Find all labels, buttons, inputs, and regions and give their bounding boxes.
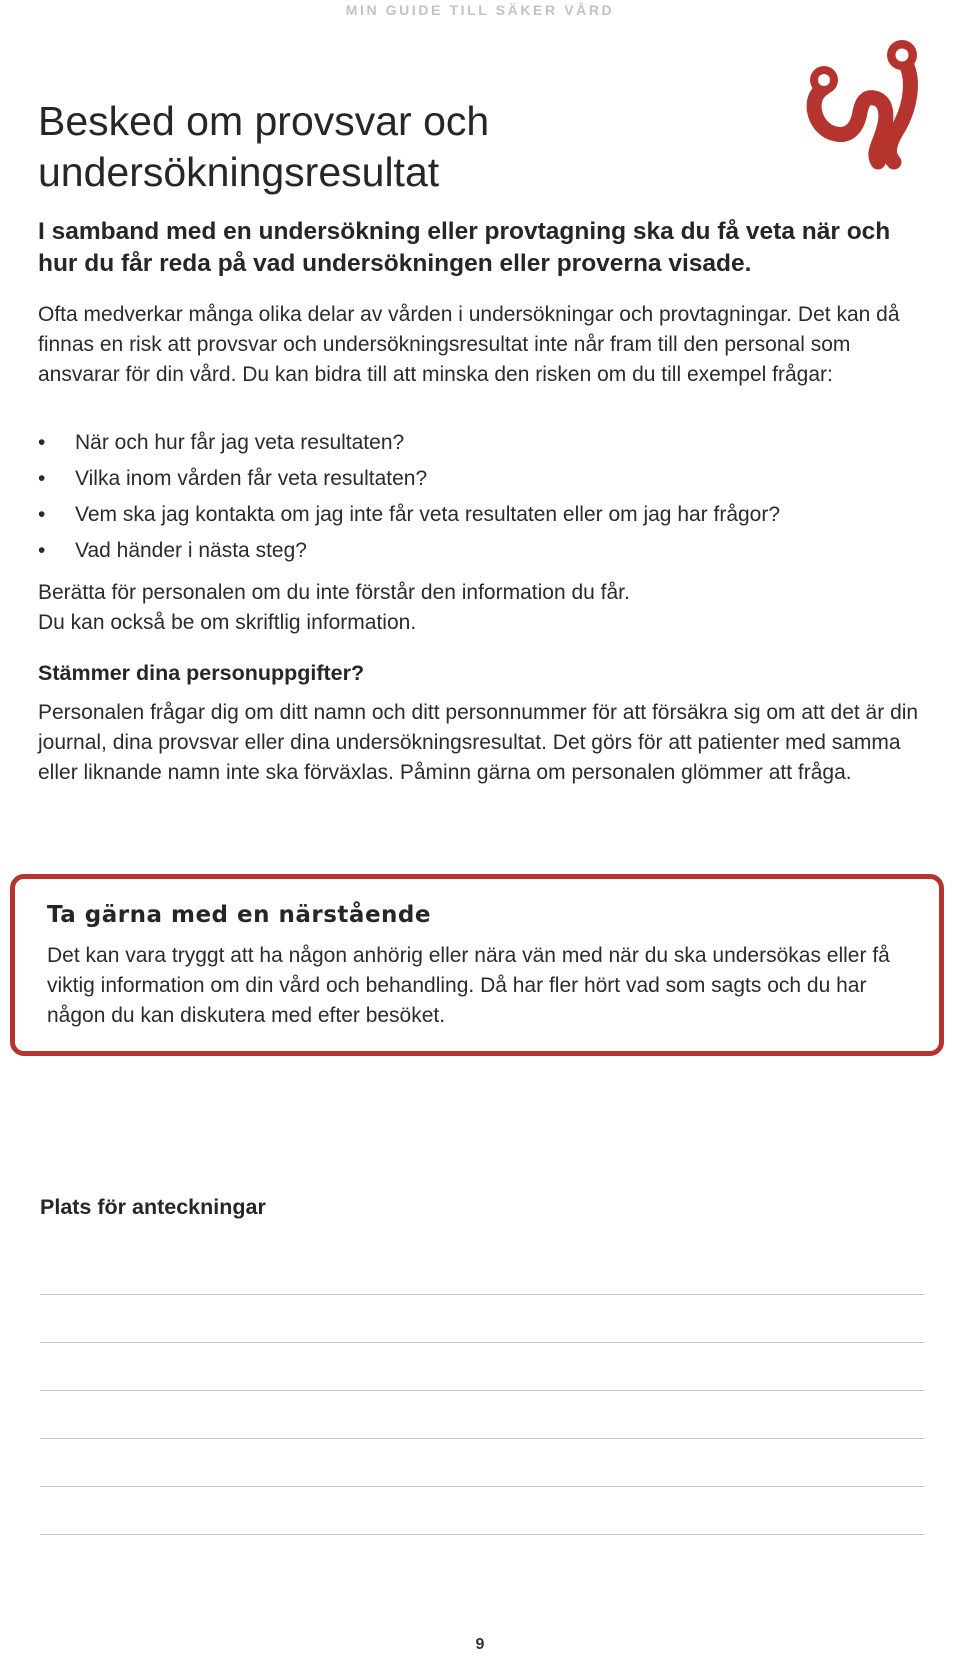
callout-heading: Ta gärna med en närstående [47, 902, 431, 928]
lead-paragraph: I samband med en undersökning eller provtagning ska du få veta när och hur du får reda på vad undersökningen eller proverna visade. [38, 218, 891, 277]
bullet-icon: • [38, 431, 46, 454]
callout-box [10, 874, 944, 1056]
advice-line1: Berätta för personalen om du inte förstår den information du får. [38, 581, 630, 604]
running-header: MIN GUIDE TILL SÄKER VÅRD [345, 2, 615, 18]
note-line [40, 1294, 924, 1295]
page-title-line2: undersökningsresultat [38, 149, 440, 195]
personal-data-heading: Stämmer dina personuppgifter? [38, 661, 365, 685]
list-item-text: När och hur får jag veta resultaten? [75, 431, 405, 454]
note-line [40, 1534, 924, 1535]
note-line [40, 1390, 924, 1391]
page-title [38, 96, 738, 198]
intro-paragraph: Ofta medverkar många olika delar av vården i undersökningar och provtagningar. Det kan då finnas en risk att provsvar och undersökningsresultat inte når fram till den personal som ansvarar för din vård. Du kan bidra till att minska den risken om du till exempel frågar: [38, 303, 900, 386]
note-line [40, 1486, 924, 1487]
advice-paragraph [38, 578, 928, 638]
note-line [40, 1342, 924, 1343]
bullet-icon: • [38, 503, 46, 526]
question-list [38, 428, 928, 572]
advice-line2: Du kan också be om skriftlig information. [38, 611, 417, 634]
list-item-text: Vilka inom vården får veta resultaten? [75, 467, 428, 490]
page-title-line1: Besked om provsvar och [38, 98, 490, 144]
notes-heading: Plats för anteckningar [40, 1195, 266, 1219]
list-item [38, 428, 928, 464]
note-line [40, 1438, 924, 1439]
bullet-icon: • [38, 467, 46, 490]
list-item-text: Vem ska jag kontakta om jag inte får veta resultaten eller om jag har frågor? [75, 503, 781, 526]
callout-text: Det kan vara tryggt att ha någon anhörig eller nära vän med när du ska undersökas eller få viktig information om din vård och behandling. Då har fler hört vad som sagts och du har någon du kan diskutera med efter besöket. [47, 944, 890, 1027]
page-number: 9 [475, 1636, 485, 1653]
personal-data-paragraph: Personalen frågar dig om ditt namn och ditt personnummer för att försäkra sig om att det är din journal, dina provsvar eller dina undersökningsresultat. Det görs för att patienter med samma eller liknande namn inte ska förväxlas. Påminn gärna om personalen glömmer att fråga. [38, 701, 919, 784]
bullet-icon: • [38, 539, 46, 562]
list-item [38, 500, 928, 536]
list-item [38, 536, 928, 572]
list-item-text: Vad händer i nästa steg? [75, 539, 307, 562]
list-item [38, 464, 928, 500]
stethoscope-logo-icon [802, 36, 930, 172]
